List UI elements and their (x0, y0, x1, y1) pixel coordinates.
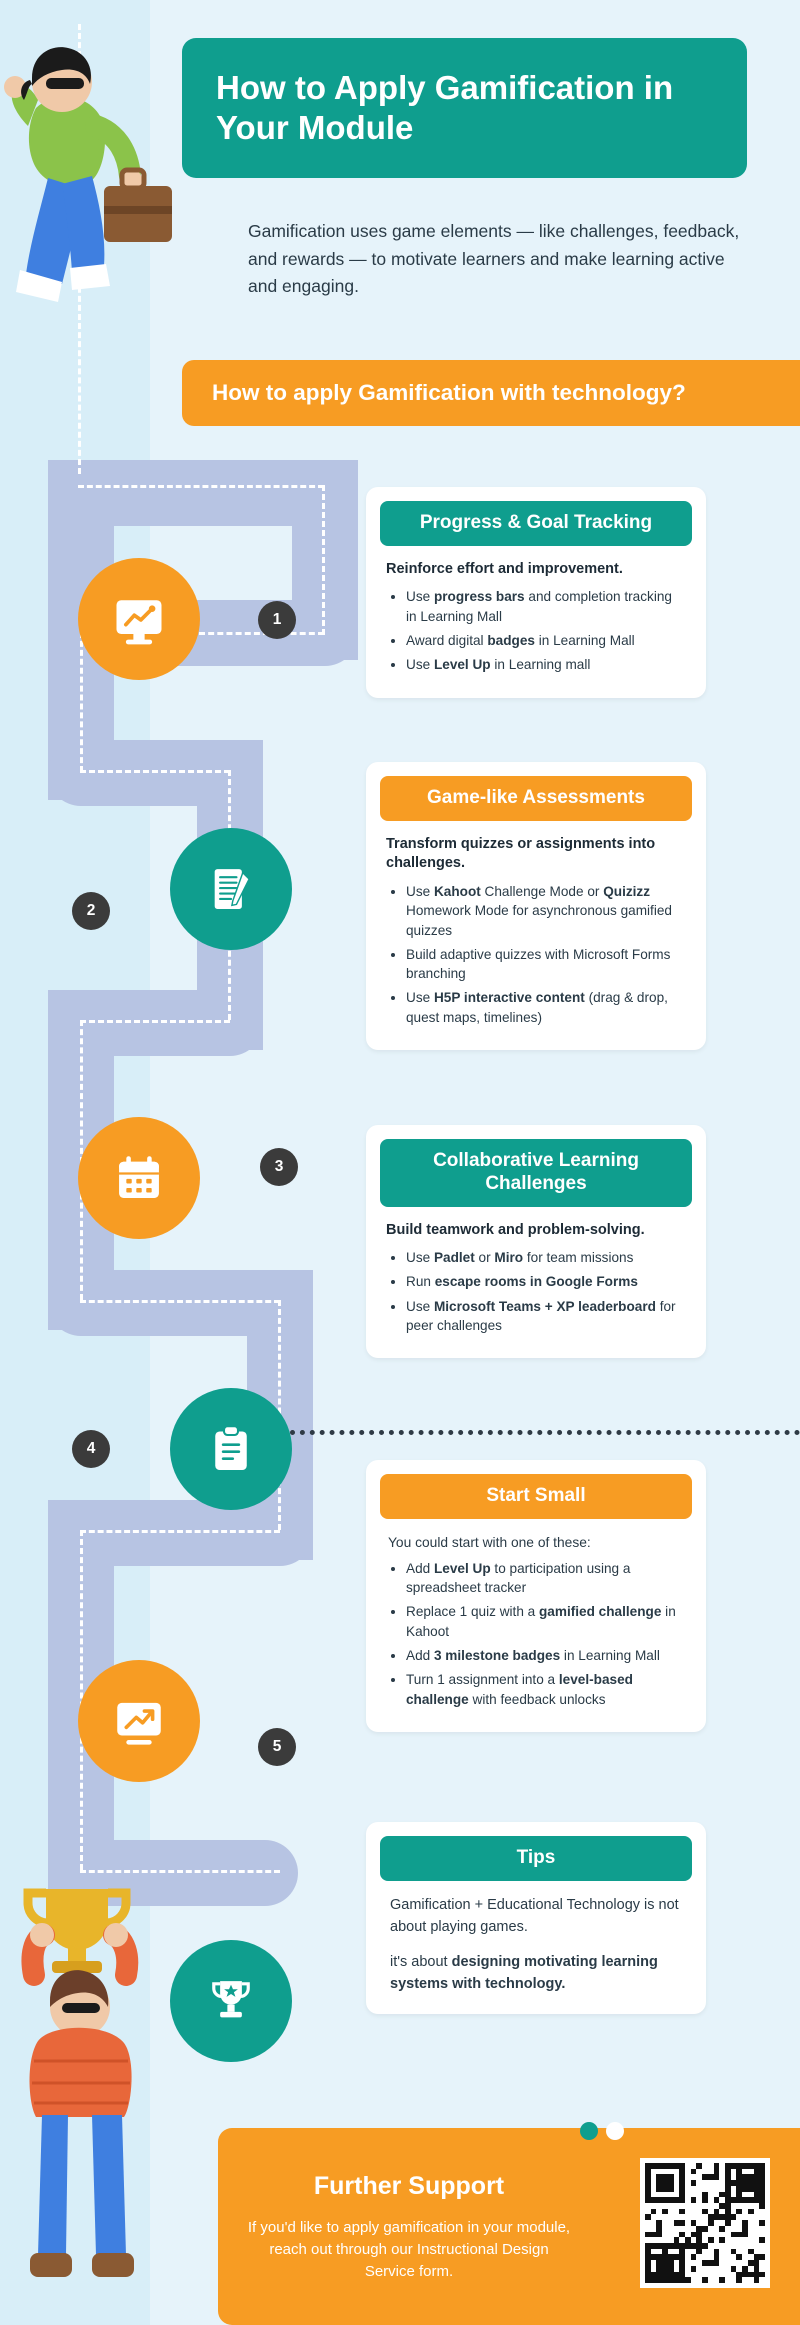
step-1-icon-circle (78, 558, 200, 680)
decor-dot-teal (580, 2122, 598, 2140)
illustration-person-with-trophy (0, 1855, 175, 2325)
list-item: • Award digital badges in Learning Mall (406, 631, 684, 650)
card-bullet-list (406, 1248, 684, 1335)
list-item: • Add Level Up to participation using a spreadsheet tracker (406, 1559, 684, 1598)
step-5-number (258, 1728, 296, 1766)
step-3-number (260, 1148, 298, 1186)
footer-title: Further Support (313, 2172, 505, 2200)
progress-chart-icon (109, 589, 169, 649)
card-progress-goal-tracking (366, 487, 706, 698)
list-item: • Build adaptive quizzes with Microsoft Forms branching (406, 945, 684, 984)
path-dash (78, 485, 324, 488)
path-dash (80, 1020, 230, 1023)
list-item: • Add 3 milestone badges in Learning Mall (406, 1646, 684, 1665)
step-1-number (258, 601, 296, 639)
footer-text: If you'd like to apply gamification in your module, reach out through our Instructional Design Service form. (247, 2219, 571, 2280)
intro-text: Gamification uses game elements — like challenges, feedback, and rewards — to motivate learners and make learning active and engaging. (248, 221, 740, 297)
path-dash (322, 485, 325, 635)
step-number-label: 1 (272, 611, 282, 628)
path-dash (80, 770, 230, 773)
trophy-badge-icon (202, 1972, 260, 2030)
step-number-label: 2 (86, 902, 96, 919)
tips-paragraph-2: it's about designing motivating learning systems with technology. (390, 1954, 658, 1993)
path-dash (80, 632, 83, 772)
trophy-icon-circle (170, 1940, 292, 2062)
card-start-small (366, 1460, 706, 1732)
subtitle-bar (182, 360, 800, 426)
card-subtitle: Build teamwork and problem-solving. (386, 1221, 645, 1238)
card-tips (366, 1822, 706, 2014)
calendar-icon (110, 1149, 168, 1207)
step-number-label: 3 (274, 1158, 284, 1175)
list-item: • Run escape rooms in Google Forms (406, 1272, 684, 1291)
decor-dot-white (606, 2122, 624, 2140)
step-3-icon-circle (78, 1117, 200, 1239)
qr-code-grid (645, 2163, 765, 2283)
card-note: You could start with one of these: (388, 1534, 591, 1550)
subtitle-text: How to apply Gamification with technology? (212, 380, 686, 405)
quiz-document-icon (202, 860, 260, 918)
card-header: Start Small (380, 1474, 692, 1519)
list-item: • Use Kahoot Challenge Mode or Quizizz Homework Mode for asynchronous gamified quizzes (406, 882, 684, 940)
illustration-person-with-suitcase (0, 30, 185, 365)
title-banner (182, 38, 747, 178)
card-subtitle: Reinforce effort and improvement. (386, 560, 623, 577)
list-item: • Use Level Up in Learning mall (406, 655, 684, 674)
list-item: • Use H5P interactive content (drag & drop, quest maps, timelines) (406, 988, 684, 1027)
card-header: Tips (380, 1836, 692, 1881)
footer-decor-dots (580, 2122, 624, 2140)
card-header: Game-like Assessments (380, 776, 692, 821)
step-number-label: 5 (272, 1738, 282, 1755)
path-dash (80, 1530, 280, 1533)
step-2-icon-circle (170, 828, 292, 950)
clipboard-checklist-icon (203, 1421, 259, 1477)
card-subtitle: Transform quizzes or assignments into challenges. (386, 835, 656, 872)
list-item: • Use progress bars and completion tracking in Learning Mall (406, 587, 684, 626)
card-game-like-assessments (366, 762, 706, 1050)
page-title: How to Apply Gamification in Your Module (216, 68, 674, 146)
growth-screen-icon (110, 1692, 168, 1750)
step-4-number (72, 1430, 110, 1468)
tips-paragraph-1: Gamification + Educational Technology is not about playing games. (390, 1896, 679, 1935)
path-dash (80, 1300, 280, 1303)
card-header: Collaborative Learning Challenges (380, 1139, 692, 1207)
card-bullet-list (406, 587, 684, 674)
card-bullet-list (406, 1559, 684, 1709)
card-collaborative-learning-challenges (366, 1125, 706, 1358)
card-bullet-list (406, 882, 684, 1027)
step-5-icon-circle (78, 1660, 200, 1782)
list-item: • Turn 1 assignment into a level-based challenge with feedback unlocks (406, 1670, 684, 1709)
step-number-label: 4 (86, 1440, 96, 1457)
card-header: Progress & Goal Tracking (380, 501, 692, 546)
list-item: • Replace 1 quiz with a gamified challenge in Kahoot (406, 1602, 684, 1641)
step-2-number (72, 892, 110, 930)
step-4-icon-circle (170, 1388, 292, 1510)
list-item: • Use Padlet or Miro for team missions (406, 1248, 684, 1267)
list-item: • Use Microsoft Teams + XP leaderboard for peer challenges (406, 1297, 684, 1336)
qr-code[interactable] (640, 2158, 770, 2288)
dotted-connector (290, 1430, 800, 1435)
